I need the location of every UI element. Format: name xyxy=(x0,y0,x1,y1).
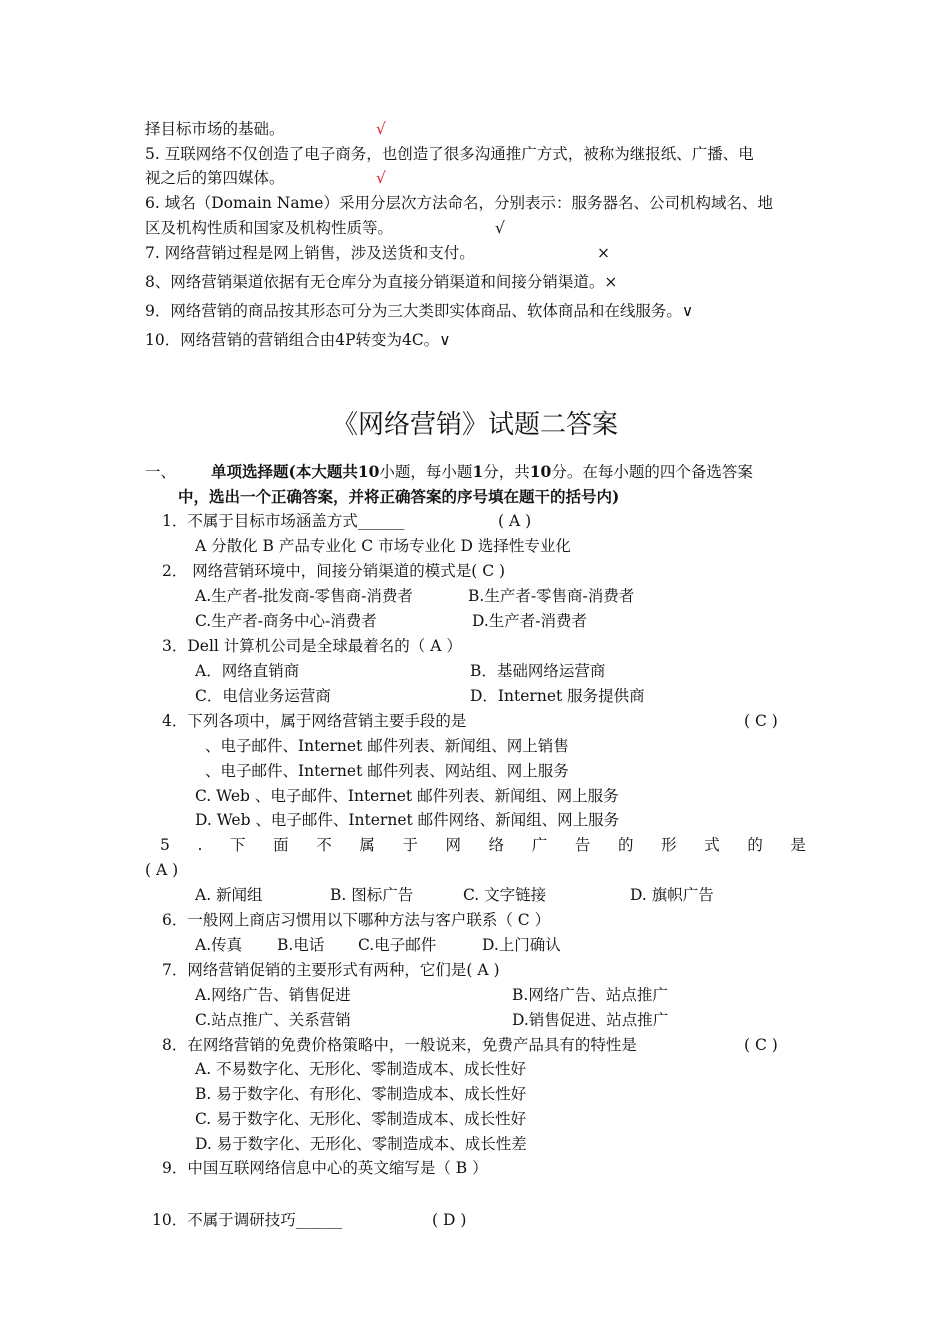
q7-option-c: C.站点推广、关系营销 xyxy=(195,1011,351,1029)
q8-option-c: C. 易于数字化、无形化、零制造成本、成长性好 xyxy=(195,1110,527,1128)
q5-option-d: D. 旗帜广告 xyxy=(630,886,714,904)
tf-q5-line2: 视之后的第四媒体。 xyxy=(145,169,285,187)
check-mark: √ xyxy=(376,169,386,187)
tf-line-text: 择目标市场的基础。 xyxy=(145,120,285,138)
q2-option-d: D.生产者-消费者 xyxy=(472,612,588,630)
q4-option-b: 、电子邮件、Internet 邮件列表、网站组、网上服务 xyxy=(205,762,569,780)
q3-option-b: B．基础网络运营商 xyxy=(470,662,606,680)
section-heading-line2: 中，选出一个正确答案，并将正确答案的序号填在题干的括号内) xyxy=(178,487,620,506)
q2-option-a: A.生产者-批发商-零售商-消费者 xyxy=(195,587,413,605)
q10-stem: 10．不属于调研技巧______ xyxy=(152,1211,343,1229)
check-mark: √ xyxy=(376,120,386,138)
tf-q10: 10．网络营销的营销组合由4P转变为4C。∨ xyxy=(145,331,451,349)
q8-option-b: B. 易于数字化、有形化、零制造成本、成长性好 xyxy=(195,1085,527,1103)
q5-option-c: C. 文字链接 xyxy=(463,886,547,904)
q7-option-a: A.网络广告、销售促进 xyxy=(195,986,351,1004)
q7-option-d: D.销售促进、站点推广 xyxy=(512,1011,669,1029)
q10-answer: ( D ) xyxy=(432,1211,467,1229)
q6-stem: 6．一般网上商店习惯用以下哪种方法与客户联系（ C ） xyxy=(162,911,551,929)
q5-option-b: B. 图标广告 xyxy=(330,886,414,904)
tf-q5-line1: 5. 互联网络不仅创造了电子商务，也创造了很多沟通推广方式，被称为继报纸、广播、电 xyxy=(145,145,754,163)
q4-option-c: C. Web 、电子邮件、Internet 邮件列表、新闻组、网上服务 xyxy=(195,787,619,805)
q3-stem: 3．Dell 计算机公司是全球最着名的（ A ） xyxy=(162,637,462,655)
q4-option-d: D. Web 、电子邮件、Internet 邮件网络、新闻组、网上服务 xyxy=(195,811,620,829)
q5-stem: 5 . 下 面 不 属 于 网 络 广 告 的 形 式 的 是 xyxy=(160,836,806,854)
section-heading: 单项选择题(本大题共10小题，每小题1分，共10分。在每小题的四个备选答案 xyxy=(211,462,753,481)
q3-option-c: C．电信业务运营商 xyxy=(195,687,331,705)
q7-option-b: B.网络广告、站点推广 xyxy=(512,986,668,1004)
tf-q8: 8、网络营销渠道依据有无仓库分为直接分销渠道和间接分销渠道。× xyxy=(145,273,618,291)
q5-answer: ( A ) xyxy=(145,861,179,879)
q4-stem: 4．下列各项中，属于网络营销主要手段的是 xyxy=(162,712,467,730)
tf-q6-line1: 6. 域名（Domain Name）采用分层次方法命名，分别表示：服务器名、公司机构域名、地 xyxy=(145,194,773,212)
q1-stem: 1．不属于目标市场涵盖方式______ xyxy=(162,512,405,530)
q4-option-a: 、电子邮件、Internet 邮件列表、新闻组、网上销售 xyxy=(205,737,569,755)
q8-answer: ( C ) xyxy=(744,1036,778,1054)
q8-option-d: D. 易于数字化、无形化、零制造成本、成长性差 xyxy=(195,1135,527,1153)
q6-option-a: A.传真 xyxy=(195,936,243,954)
q6-option-d: D.上门确认 xyxy=(482,936,561,954)
q3-option-a: A．网络直销商 xyxy=(195,662,300,680)
cross-mark: × xyxy=(597,244,610,262)
page-title: 《网络营销》试题二答案 xyxy=(331,410,618,440)
q8-stem: 8．在网络营销的免费价格策略中，一般说来，免费产品具有的特性是 xyxy=(162,1036,637,1054)
q2-option-b: B.生产者-零售商-消费者 xyxy=(468,587,635,605)
q6-option-c: C.电子邮件 xyxy=(358,936,437,954)
tf-q6-line2: 区及机构性质和国家及机构性质等。 xyxy=(145,219,394,237)
tf-q7: 7. 网络营销过程是网上销售，涉及送货和支付。 xyxy=(145,244,475,262)
tf-line-cont xyxy=(145,119,285,139)
q2-stem: 2． 网络营销环境中，间接分销渠道的模式是( C ) xyxy=(162,562,506,580)
q1-answer: ( A ) xyxy=(498,512,532,530)
q5-option-a: A. 新闻组 xyxy=(195,886,263,904)
q3-option-d: D．Internet 服务提供商 xyxy=(470,687,645,705)
check-mark: √ xyxy=(495,219,505,237)
q6-option-b: B.电话 xyxy=(277,936,325,954)
q8-option-a: A. 不易数字化、无形化、零制造成本、成长性好 xyxy=(195,1060,527,1078)
q2-option-c: C.生产者-商务中心-消费者 xyxy=(195,612,377,630)
q7-stem: 7．网络营销促销的主要形式有两种，它们是( A ) xyxy=(162,961,500,979)
q1-options: A 分散化 B 产品专业化 C 市场专业化 D 选择性专业化 xyxy=(195,537,571,555)
tf-q9: 9．网络营销的商品按其形态可分为三大类即实体商品、软体商品和在线服务。∨ xyxy=(145,302,694,320)
q4-answer: ( C ) xyxy=(744,712,778,730)
q9-stem: 9．中国互联网络信息中心的英文缩写是（ B ） xyxy=(162,1159,488,1177)
section-number: 一、 xyxy=(145,463,177,481)
